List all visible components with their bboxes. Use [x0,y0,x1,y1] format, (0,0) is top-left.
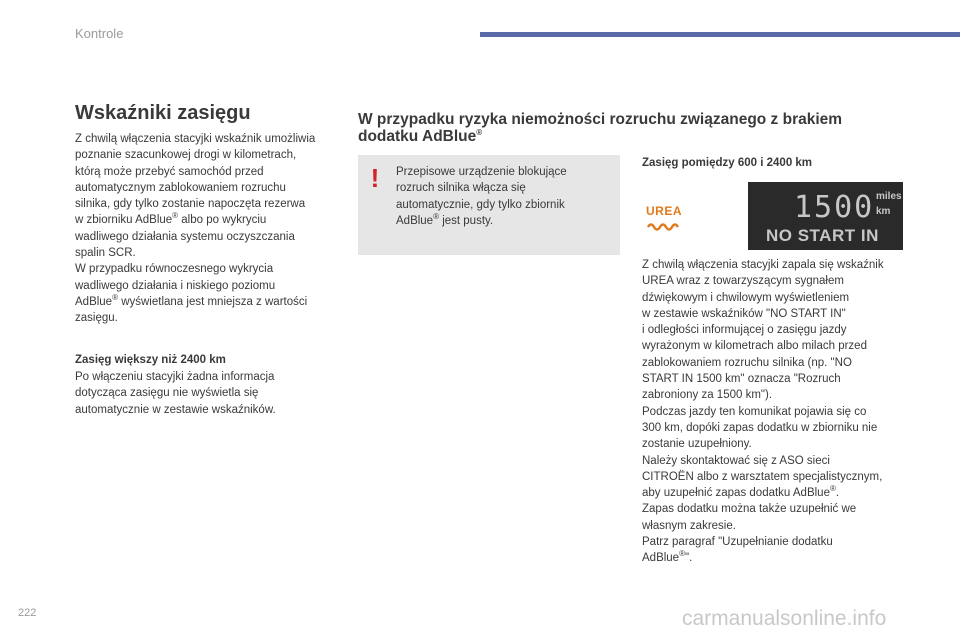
range-over-2400-heading: Zasięg większy niż 2400 km [75,354,226,366]
header-accent-bar [480,32,960,37]
range-600-2400-text: Z chwilą włączenia stacyjki zapala się wskaźnik UREA wraz z towarzyszącym sygnałem dźwiękowym i chwilowym wyświetleniem w zestawie wskaźników "NO START IN" i odległości informującej o zasięgu jazdy wyrażonym w kilometrach albo milach przed zablokowaniem rozruchu silnika (np. "NO START IN 1500 km" oznacza "Rozruch zabroniony za 1500 km"). Podczas jazdy ten komunikat pojawia się co 300 km, dopóki zapas dodatku w zbiorniku nie zostanie uzupełniony. Należy skontaktować się z ASO sieci CITROËN albo z warsztatem specjalistycznym, aby uzupełnić zapas dodatku AdBlue®. Zapas dodatku można także uzupełnić we własnym zakresie. Patrz paragraf "Uzupełnianie dodatku AdBlue®". [642,259,884,565]
urea-wave-icon [646,221,686,231]
display-unit-miles: miles [876,191,902,202]
range-over-2400-text: Po włączeniu stacyjki żadna informacja dotycząca zasięgu nie wyświetla się automatycznie w zestawie wskaźników. [75,371,276,416]
warning-box [358,155,620,255]
watermark: carmanualsonline.info [682,607,887,630]
section-label: Kontrole [75,26,124,41]
page-number: 222 [18,607,37,619]
instrument-display [748,182,903,250]
range-600-2400-heading: Zasięg pomiędzy 600 i 2400 km [642,157,813,169]
intro-paragraph: Z chwilą włączenia stacyjki wskaźnik umożliwia poznanie szacunkowej drogi w kilometrach, którą może przebyć samochód przed automatycznym zablokowaniem rozruchu silnika, gdy tylko zostanie napoczęta rezerwa w zbiorniku AdBlue® albo po wykryciu wadliwego działania systemu oczyszczania spalin SCR. W przypadku równoczesnego wykrycia wadliwego działania i niskiego poziomu AdBlue® wyświetlana jest mniejsza z wartości zasięgu. [75,133,316,325]
warning-text: Przepisowe urządzenie blokujące rozruch silnika włącza się automatycznie, gdy tylko zbiornik AdBlue® jest pusty. [396,166,567,227]
section-heading: W przypadku ryzyka niemożności rozruchu związanego z brakiem dodatku AdBlue® [358,111,843,145]
warning-icon: ! [370,163,380,193]
display-range-value: 1500 [794,190,875,225]
urea-label: UREA [646,204,683,218]
display-message: NO START IN [766,226,879,245]
urea-warning-icon [646,204,686,234]
page-title: Wskaźniki zasięgu [75,102,251,124]
display-unit-km: km [876,206,891,217]
